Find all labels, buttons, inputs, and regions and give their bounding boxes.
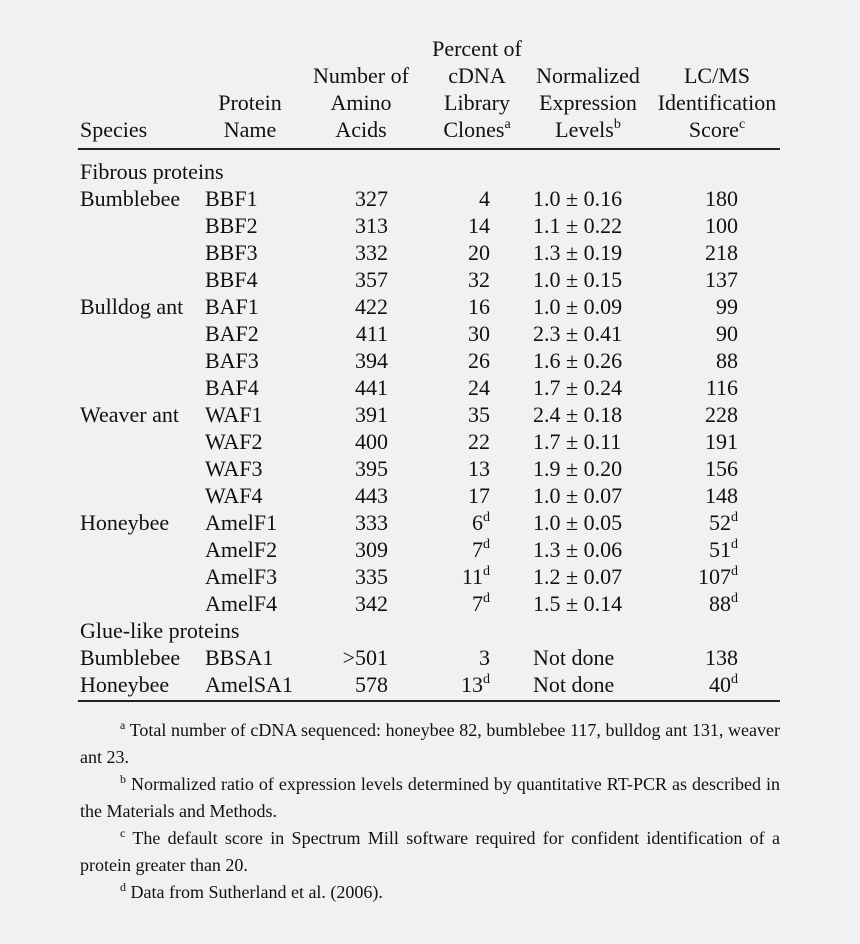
- footnote-mark: c: [738, 117, 746, 132]
- cell-amino-acids: 335: [355, 564, 388, 589]
- footnote: [80, 825, 780, 879]
- cell-clones: 13$^d$: [461, 672, 490, 697]
- cell-amino-acids: 309: [355, 537, 388, 562]
- cell-protein: AmelF3: [205, 564, 278, 589]
- cell-protein: WAF2: [205, 429, 263, 454]
- cell-species: Bumblebee: [80, 186, 181, 211]
- cell-clones: 13: [468, 456, 490, 481]
- cell-clones: 11$^d$: [461, 564, 490, 589]
- cell-amino-acids: 332: [355, 240, 388, 265]
- cell-protein: BAF1: [205, 294, 259, 319]
- cell-protein: AmelSA1: [205, 672, 293, 697]
- cell-protein: BBF4: [205, 267, 258, 292]
- cell-expression: 2.3 ± 0.41: [533, 321, 623, 346]
- header-lcms-line: Identification: [657, 90, 777, 115]
- cell-amino-acids: 422: [355, 294, 388, 319]
- cell-clones: 32: [468, 267, 490, 292]
- header-expression-line: Expression: [539, 90, 637, 115]
- footnote-mark: d: [731, 672, 738, 687]
- footnote-mark: d: [483, 591, 490, 606]
- cell-amino-acids: >501: [342, 645, 388, 670]
- cell-score: 88: [716, 348, 738, 373]
- cell-clones: 4: [479, 186, 490, 211]
- cell-score: 52$^d$: [709, 510, 738, 535]
- cell-score: 156: [705, 456, 738, 481]
- cell-expression: 1.7 ± 0.11: [533, 429, 622, 454]
- cell-clones: 3: [479, 645, 490, 670]
- cell-amino-acids: 443: [355, 483, 388, 508]
- cell-protein: BAF4: [205, 375, 259, 400]
- cell-expression: 1.0 ± 0.07: [533, 483, 623, 508]
- header-lcms-line: Score$^c$: [688, 117, 746, 142]
- cell-protein: BBSA1: [205, 645, 274, 670]
- cell-protein: AmelF1: [205, 510, 278, 535]
- cell-clones: 20: [468, 240, 490, 265]
- cell-score: 90: [716, 321, 738, 346]
- cell-score: 99: [716, 294, 738, 319]
- table-bottom-rule: [78, 700, 780, 702]
- cell-score: 107$^d$: [698, 564, 738, 589]
- cell-score: 88$^d$: [709, 591, 738, 616]
- cell-score: 228: [705, 402, 738, 427]
- cell-protein: BAF2: [205, 321, 259, 346]
- header-protein-name-line: Name: [223, 117, 277, 142]
- cell-amino-acids: 327: [355, 186, 388, 211]
- cell-score: 138: [705, 645, 738, 670]
- cell-protein: BBF3: [205, 240, 258, 265]
- header-clones-line: Percent of: [432, 36, 522, 61]
- cell-expression: 1.1 ± 0.22: [533, 213, 623, 238]
- cell-score: 137: [705, 267, 738, 292]
- cell-amino-acids: 342: [355, 591, 388, 616]
- cell-expression: 1.5 ± 0.14: [533, 591, 623, 616]
- footnote-mark: d: [731, 564, 738, 579]
- cell-species: Weaver ant: [80, 402, 179, 427]
- cell-score: 116: [705, 375, 738, 400]
- cell-expression: 1.0 ± 0.09: [533, 294, 623, 319]
- cell-protein: BBF1: [205, 186, 258, 211]
- cell-score: 148: [705, 483, 738, 508]
- header-clones-line: Library: [444, 90, 510, 115]
- header-expression-line: Normalized: [536, 63, 640, 88]
- cell-protein: BBF2: [205, 213, 258, 238]
- cell-expression: 1.3 ± 0.19: [533, 240, 623, 265]
- footnote-mark: c: [120, 826, 126, 840]
- footnote-mark: b: [120, 772, 126, 786]
- footnote-mark: d: [483, 510, 490, 525]
- cell-amino-acids: 313: [355, 213, 388, 238]
- cell-expression: 1.3 ± 0.06: [533, 537, 623, 562]
- cell-protein: WAF4: [205, 483, 263, 508]
- cell-species: Honeybee: [80, 510, 170, 535]
- cell-clones: 6$^d$: [472, 510, 490, 535]
- header-amino-acids-line: Acids: [335, 117, 387, 142]
- footnote-mark: d: [483, 537, 490, 552]
- footnote-mark: d: [731, 510, 738, 525]
- cell-amino-acids: 395: [355, 456, 388, 481]
- cell-clones: 24: [468, 375, 490, 400]
- cell-expression: 1.7 ± 0.24: [533, 375, 623, 400]
- cell-species: Bumblebee: [80, 645, 181, 670]
- footnote-mark: d: [731, 591, 738, 606]
- footnote-text: Total number of cDNA sequenced: honeybee 82, bumblebee 117, bulldog ant 131, weaver ant 23.: [80, 720, 780, 767]
- footnote-mark: d: [120, 880, 126, 894]
- footnote-text: Data from Sutherland et al. (2006).: [126, 882, 383, 902]
- cell-clones: 22: [468, 429, 490, 454]
- cell-clones: 7$^d$: [472, 591, 490, 616]
- cell-amino-acids: 394: [355, 348, 388, 373]
- cell-score: 100: [705, 213, 738, 238]
- cell-clones: 26: [468, 348, 490, 373]
- footnote: [80, 717, 780, 771]
- cell-score: 191: [705, 429, 738, 454]
- cell-amino-acids: 333: [355, 510, 388, 535]
- cell-clones: 16: [468, 294, 490, 319]
- footnote-text: The default score in Spectrum Mill software required for confident identification of a protein greater than 20.: [80, 828, 780, 875]
- cell-expression: 1.6 ± 0.26: [533, 348, 623, 373]
- header-expression-line: Levels$^b$: [555, 117, 621, 142]
- footnote-mark: a: [504, 117, 511, 132]
- cell-protein: BAF3: [205, 348, 259, 373]
- cell-amino-acids: 400: [355, 429, 388, 454]
- footnote-mark: d: [731, 537, 738, 552]
- footnote-text: Normalized ratio of expression levels determined by quantitative RT-PCR as described in the Materials and Methods.: [80, 774, 780, 821]
- footnote-mark: d: [483, 564, 490, 579]
- cell-score: 180: [705, 186, 738, 211]
- cell-amino-acids: 578: [355, 672, 388, 697]
- cell-expression: 1.0 ± 0.15: [533, 267, 623, 292]
- cell-score: 51$^d$: [709, 537, 738, 562]
- cell-clones: 17: [468, 483, 490, 508]
- cell-expression: 2.4 ± 0.18: [533, 402, 623, 427]
- footnote: [80, 771, 780, 825]
- section-label: Fibrous proteins: [80, 159, 224, 184]
- cell-protein: WAF1: [205, 402, 263, 427]
- cell-expression: 1.2 ± 0.07: [533, 564, 623, 589]
- header-clones-line: cDNA: [448, 63, 506, 88]
- cell-clones: 35: [468, 402, 490, 427]
- footnote-mark: d: [483, 672, 490, 687]
- header-lcms-line: LC/MS: [683, 63, 751, 88]
- cell-expression: 1.0 ± 0.05: [533, 510, 623, 535]
- cell-score: 40$^d$: [709, 672, 738, 697]
- cell-species: Honeybee: [80, 672, 170, 697]
- cell-amino-acids: 441: [355, 375, 388, 400]
- cell-expression: Not done: [533, 645, 615, 670]
- section-label: Glue-like proteins: [80, 618, 240, 643]
- cell-protein: WAF3: [205, 456, 263, 481]
- header-amino-acids-line: Number of: [313, 63, 409, 88]
- cell-amino-acids: 357: [355, 267, 388, 292]
- cell-expression: Not done: [533, 672, 615, 697]
- cell-amino-acids: 391: [355, 402, 388, 427]
- header-species-line: Species: [80, 117, 148, 142]
- cell-expression: 1.9 ± 0.20: [533, 456, 623, 481]
- header-bottom-rule: [78, 148, 780, 150]
- footnote-mark: a: [120, 718, 126, 732]
- footnote-mark: b: [613, 117, 621, 132]
- cell-protein: AmelF4: [205, 591, 278, 616]
- cell-species: Bulldog ant: [80, 294, 184, 319]
- header-amino-acids-line: Amino: [330, 90, 392, 115]
- cell-clones: 7$^d$: [472, 537, 490, 562]
- footnote: [80, 879, 780, 906]
- cell-amino-acids: 411: [355, 321, 388, 346]
- cell-clones: 30: [468, 321, 490, 346]
- cell-clones: 14: [468, 213, 490, 238]
- header-clones-line: Clones$^a$: [443, 117, 511, 142]
- cell-protein: AmelF2: [205, 537, 278, 562]
- cell-score: 218: [705, 240, 738, 265]
- header-protein-name-line: Protein: [218, 90, 282, 115]
- cell-expression: 1.0 ± 0.16: [533, 186, 623, 211]
